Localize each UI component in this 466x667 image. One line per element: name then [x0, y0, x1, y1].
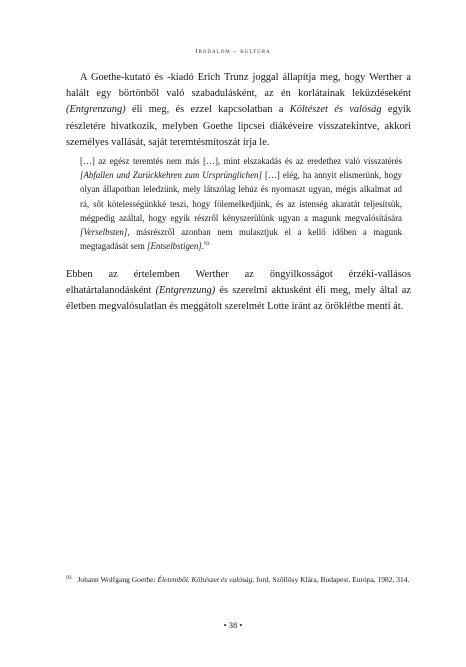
p1-text-1: A Goethe-kutató és -kiadó Erich Trunz joggal állapítja meg, hogy Werther a halált egy börtönből való szabadulásként, az én korlátainak leküzdéseként [66, 72, 411, 100]
p1-text-3: egyik részletére hivatkozik, melyben Goethe lipcsei diákéveire visszatekintve, akkori személyes vallását, saját teremtésmítoszát írja le. [66, 104, 411, 148]
footnote-text-1: Johann Wolfgang Goethe: [77, 575, 158, 584]
paragraph-1 [66, 70, 411, 151]
block-quote [80, 154, 402, 253]
footnote-reference[interactable]: 93 [203, 241, 210, 248]
p1-italic-1: (Entgrenzung) [66, 104, 126, 116]
p1-italic-2: Költészet és valóság [289, 104, 382, 116]
running-head: Irodalom – kultúra [195, 48, 271, 55]
footnote-italic-1: Életemből. Költészet és valóság, [157, 575, 255, 584]
footnote [66, 574, 411, 586]
quote-italic-2: [Verselbsten] [80, 227, 128, 238]
footnote-number: 93 [66, 574, 72, 581]
quote-italic-1: [Abfallen und Zurückkehren zum Ursprünglichen] [80, 170, 262, 181]
p2-text-1: Ebben az értelemben Werther az öngyilkosságot érzéki-vallásos elhatártalanodásként [66, 269, 411, 297]
paragraph-2 [66, 267, 411, 316]
quote-text-4: . [201, 241, 204, 252]
page-number: • 38 • [223, 620, 243, 630]
footnote-text-2: ford. Szőllősy Klára, Budapest, Európa, 1982, 314. [254, 575, 410, 584]
p2-text-2: és szerelmi aktusként éli meg, mely által az életben megvalósulatlan és meggátolt szerelmét Lotte iránt az öröklétbe menti át. [66, 285, 411, 313]
p1-text-2: éli meg, és ezzel kapcsolatban a [125, 104, 290, 116]
quote-text-3: , másrészről azonban nem mulasztjuk el a kellő időben a magunk megtagadását sem [80, 227, 402, 252]
quote-text-2: […] elég, ha annyit elismerünk, hogy olyan állapotban leledzünk, mely látszólag lehúz és nyomaszt ugyan, mégis alkalmat ad rá, sőt kötelességünkké teszi, hogy fölemelkedjünk, és az istenség akaratát teljesítsük, mégpedig azáltal, hogy egyik részről kényszerülünk ugyan a magunk megvalósítására [80, 170, 402, 223]
quote-italic-3: [Entselbstigen] [147, 241, 202, 252]
quote-text-1: […] az egész teremtés nem más […], mint elszakadás és az eredethez való visszatérés [80, 156, 402, 166]
p2-italic-1: (Entgrenzung) [155, 285, 216, 297]
